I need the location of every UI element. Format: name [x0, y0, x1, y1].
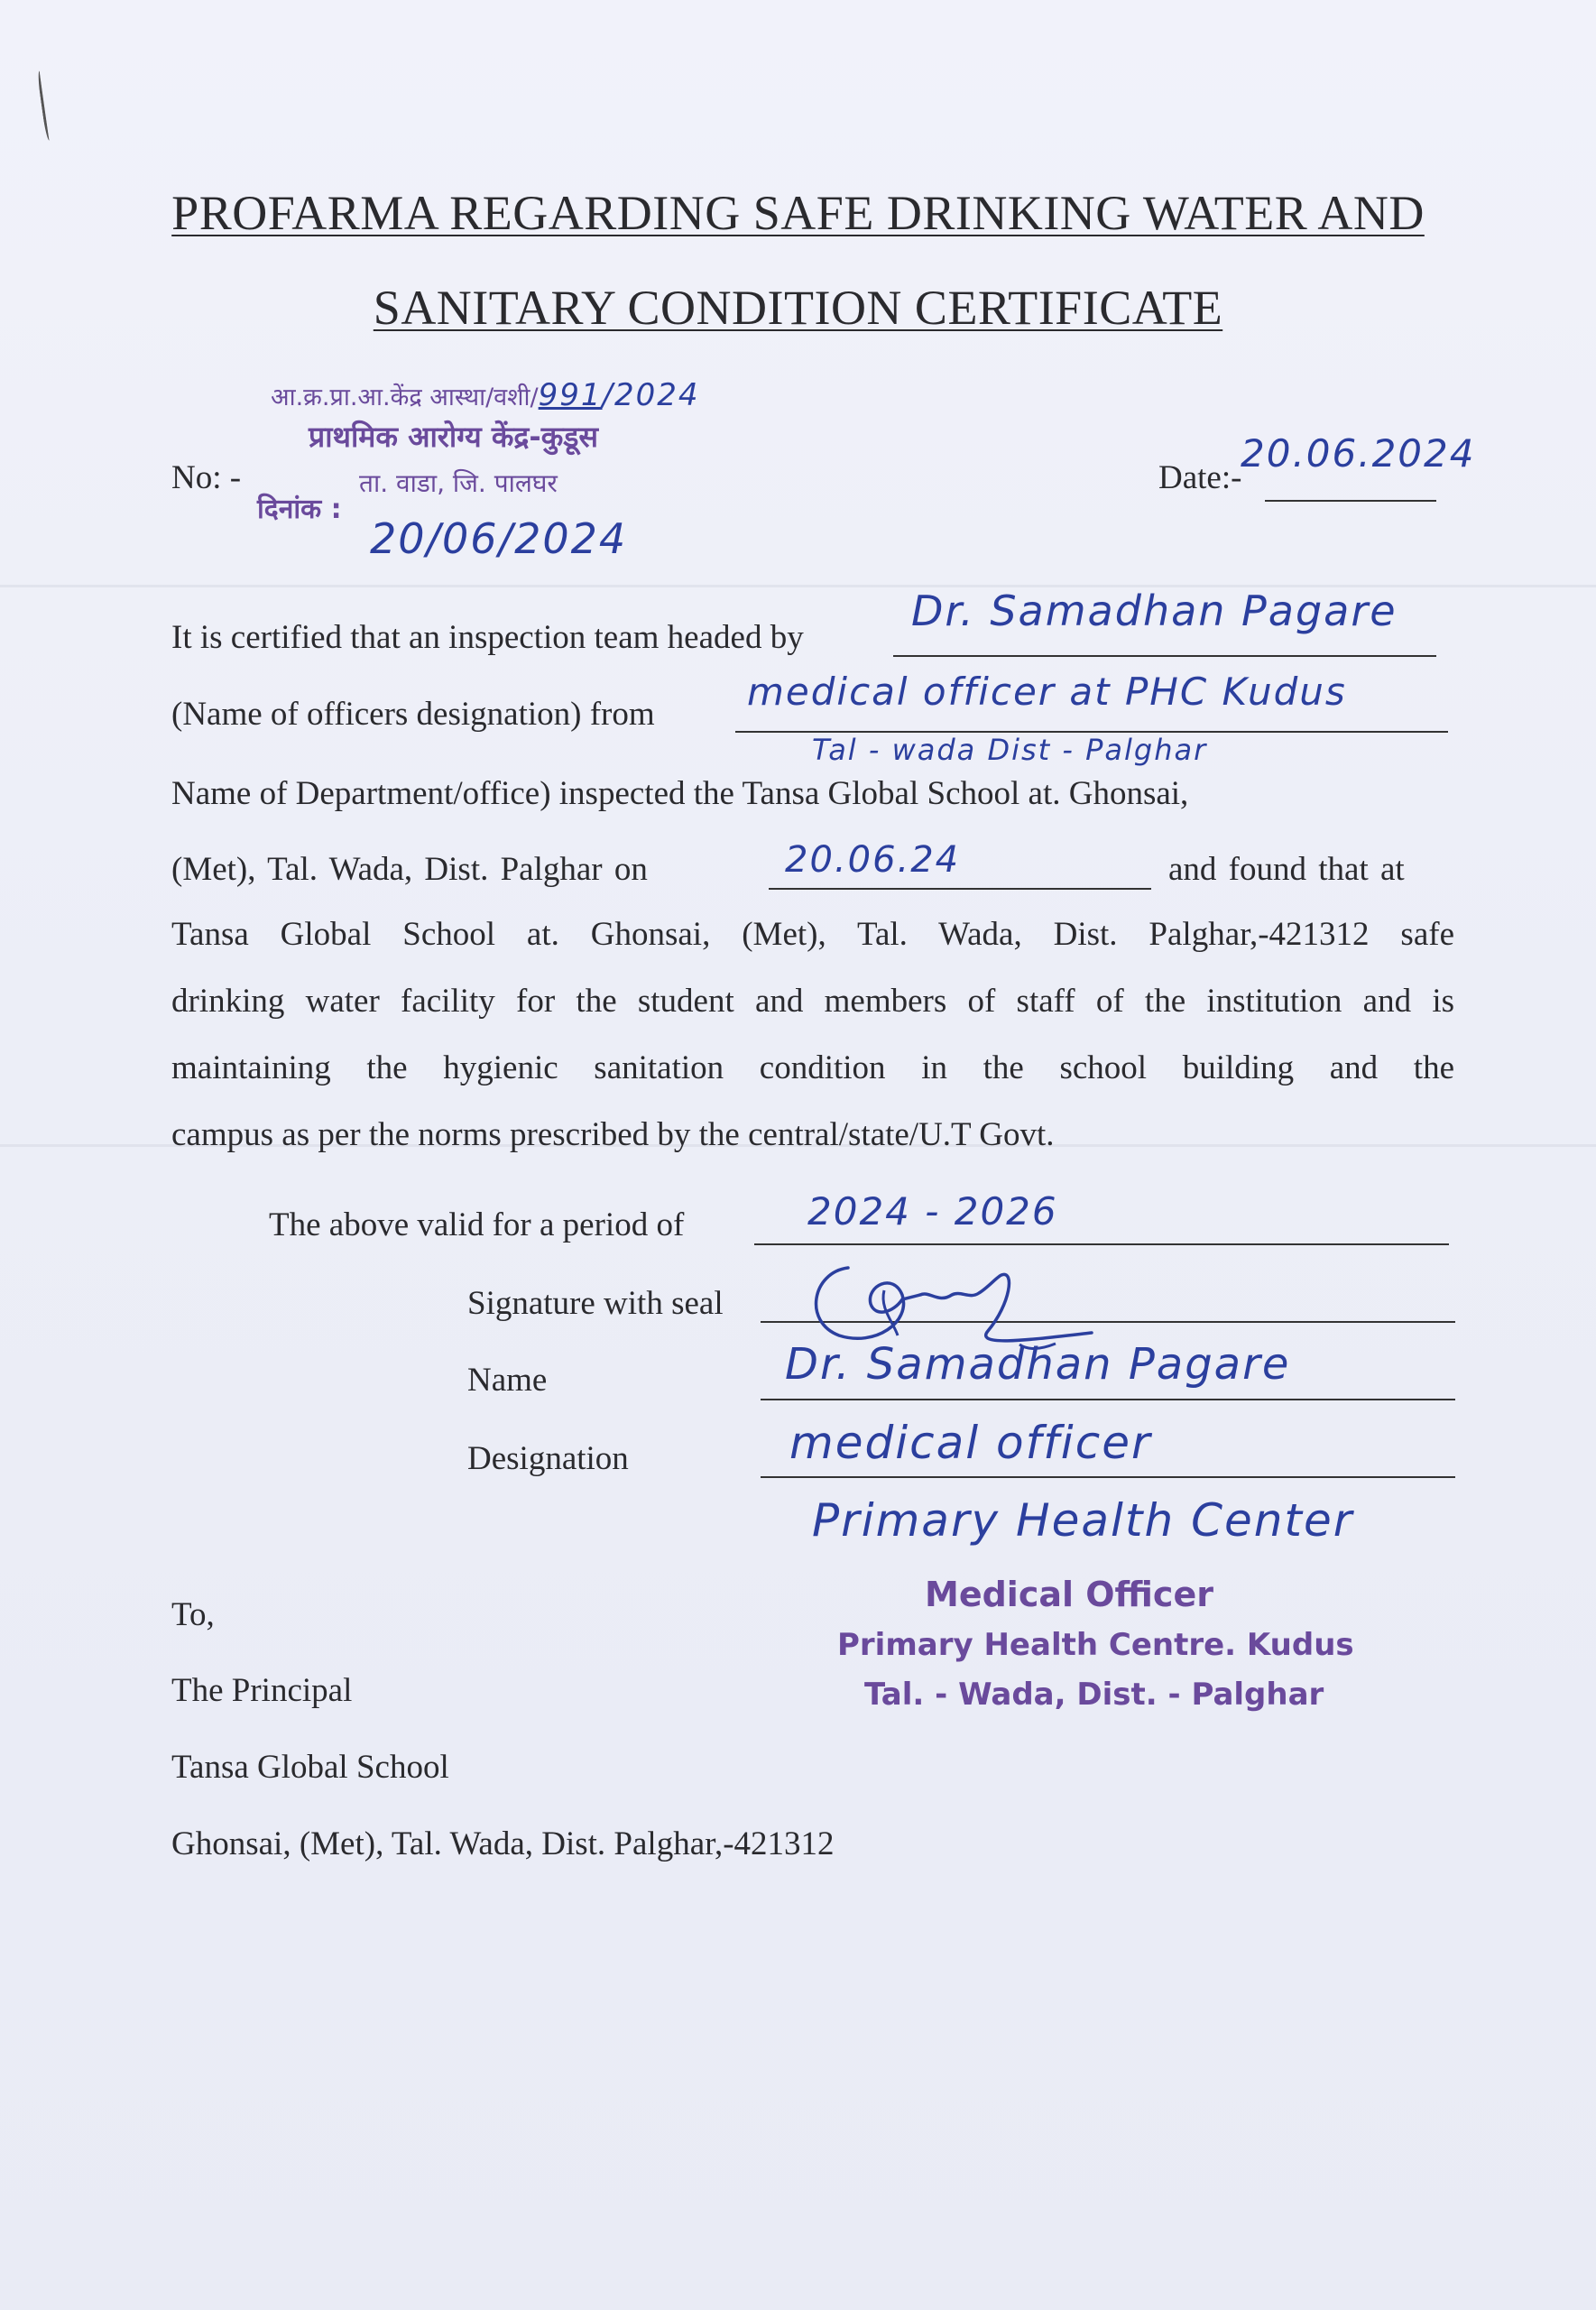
body-line2-text: (Name of officers designation) from [171, 696, 655, 733]
designation-field-underline [761, 1476, 1455, 1478]
signatory-designation-cont: Primary Health Center [812, 1494, 1354, 1547]
date-value: 20.06.2024 [1241, 431, 1476, 476]
inspector-designation: medical officer at PHC Kudus [747, 670, 1347, 714]
designation-label: Designation [467, 1440, 629, 1477]
stamp-place-line: ता. वाडा, जि. पालघर [359, 468, 558, 498]
stamp-ref-number: 991 [538, 377, 603, 413]
inspection-date: 20.06.24 [785, 839, 961, 881]
stamp-date-value: 20/06/2024 [370, 514, 628, 563]
stamp-date-label: दिनांक : [257, 494, 342, 525]
body-line4-text-b: and found that at [1168, 851, 1405, 888]
pen-mark [37, 70, 54, 141]
inspector-designation-cont: Tal - wada Dist - Palghar [812, 733, 1208, 767]
seal-line1: Medical Officer [925, 1575, 1213, 1614]
body-line8-text: campus as per the norms prescribed by the central/state/U.T Govt. [171, 1116, 1055, 1153]
address-to: To, [171, 1596, 215, 1633]
body-line6-text: drinking water facility for the student and members of staff of the institution and is [171, 983, 1454, 1020]
validity-underline [754, 1243, 1449, 1245]
signatory-designation: medical officer [789, 1417, 1152, 1469]
date-underline [1265, 500, 1436, 502]
body-line4-text-a: (Met), Tal. Wada, Dist. Palghar on [171, 851, 648, 888]
inspector-underline [893, 655, 1436, 657]
body-line7-text: maintaining the hygienic sanitation condition in the school building and the [171, 1049, 1454, 1086]
body-line3-text: Name of Department/office) inspected the Tansa Global School at. Ghonsai, [171, 775, 1189, 812]
signature-label: Signature with seal [467, 1285, 724, 1322]
body-line5-text: Tansa Global School at. Ghonsai, (Met), Tal. Wada, Dist. Palghar,-421312 safe [171, 916, 1454, 953]
address-line3: Ghonsai, (Met), Tal. Wada, Dist. Palghar,-421312 [171, 1825, 835, 1862]
name-underline [761, 1399, 1455, 1400]
address-line1: The Principal [171, 1672, 353, 1709]
name-label: Name [467, 1362, 548, 1399]
seal-line3: Tal. - Wada, Dist. - Palghar [864, 1677, 1324, 1713]
document-page: PROFARMA REGARDING SAFE DRINKING WATER AND SANITARY CONDITION CERTIFICATE आ.क्र.प्रा.आ.केंद्र आस्था/वशी/991/2024 प्राथमिक आरोग्य केंद्र-कुडूस ता. वाडा, जि. पालघर दिनांक : 20/06/2024 No: - Date:- 20.06.2024 It is certified that an inspection team headed by Dr. Samadhan Pagare (Name of officers designation) from medical officer at PHC Kudus Tal - wada Dist - Palghar Name of Department/office) inspected the Tansa Global School at. Ghonsai, (Met), Tal. Wada, Dist. Palghar on 20.06.24 and found that at Tansa Global School at. Ghonsai, (Met), Tal. Wada, Dist. Palghar,-421312 safe drinking water facility for the student and members of staff of the institution and is maintaining the hygienic sanitation condition in the school building and the campus as per the norms prescribed by the central/state/U.T Govt. The above valid for a period of 2024 - 2026 Signature with seal Name Dr. Samadhan Pagare Designation medical officer Primary Health Center Medical Officer Primary Health Centre. Kudus Tal. - Wada, Dist. - Palghar To, The Principal Tansa Global School Ghonsai, (Met), Tal. Wada, Dist. Palghar,-421312 [0, 0, 1596, 2310]
stamp-centre-line: प्राथमिक आरोग्य केंद्र-कुडूस [309, 420, 599, 454]
stamp-ref-year: 2024 [614, 377, 700, 413]
validity-value: 2024 - 2026 [807, 1189, 1058, 1234]
signatory-name: Dr. Samadhan Pagare [785, 1339, 1291, 1390]
validity-label: The above valid for a period of [269, 1206, 685, 1243]
stamp-ref-line: आ.क्र.प्रा.आ.केंद्र आस्था/वशी/ [271, 383, 539, 411]
number-label: No: - [171, 459, 242, 496]
document-title-line1: PROFARMA REGARDING SAFE DRINKING WATER AND [171, 186, 1425, 240]
address-line2: Tansa Global School [171, 1749, 449, 1786]
inspection-date-underline [769, 888, 1151, 890]
seal-line2: Primary Health Centre. Kudus [837, 1627, 1354, 1663]
body-line1-text: It is certified that an inspection team headed by [171, 619, 804, 656]
document-title-line2: SANITARY CONDITION CERTIFICATE [373, 281, 1223, 335]
inspector-name: Dr. Samadhan Pagare [911, 587, 1398, 635]
date-label: Date:- [1158, 459, 1242, 496]
